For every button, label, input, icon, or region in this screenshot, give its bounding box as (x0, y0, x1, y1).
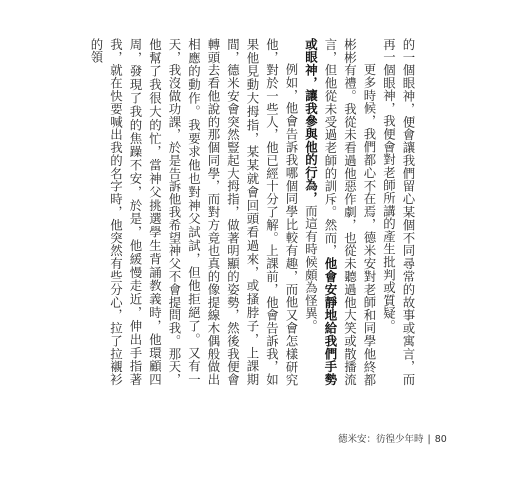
body-text (87, 38, 419, 386)
paragraph (301, 38, 379, 386)
paragraph (87, 38, 302, 386)
paragraph (379, 38, 418, 386)
page-number: 80 (434, 434, 447, 445)
text-segment: 的一個眼神，便會讓我們留心某個不同尋常的故事或寓言，而再一個眼神，我便會對老師所講的產生批判或質疑。 (381, 38, 416, 386)
text-segment: 而這有時候頗為怪異。 (303, 204, 319, 333)
running-title: 德米安：彷徨少年時 (338, 434, 424, 445)
bold-text-segment: 他會安靜地給我們手勢或眼神，讓我參與他的行為， (303, 38, 338, 386)
text-segment: 更多時候，我們都心不在焉，德米安對老師和同學他終都彬彬有禮。我從未看過他惡作劇，也從未聽過他大笑或散播流言，但他從未受過老師的訓斥。然而， (323, 38, 377, 386)
text-segment: 例如，他會告訴我哪個同學比較有趣，而他又會怎樣研究他，對於一些人，他已經十分了解。上課前，他會告訴我，如果他見動大拇指，某某就會回頭看過來，或搔脖子，上課期間，德米安會突然豎起大拇指，做著明顯的姿勢，然後我便會轉頭去看他說的那個同學，而對方竟也真的像提線木偶般做出相應的動作。我要求他也對神父試試，但他拒絕了。又有一天，我沒做功課，於是告訴他我希望神父不會提問我。那天，他幫了我很大的忙，當神父挑選學生背誦教義時，他環顧四周，發現了我的焦躁不安，於是，他緩慢走近，伸出手指著我，就在快要喊出我的名字時，他突然有些分心，拉了拉襯衫的領 (89, 38, 299, 386)
footer-separator: | (427, 434, 431, 445)
page-footer (338, 431, 447, 445)
